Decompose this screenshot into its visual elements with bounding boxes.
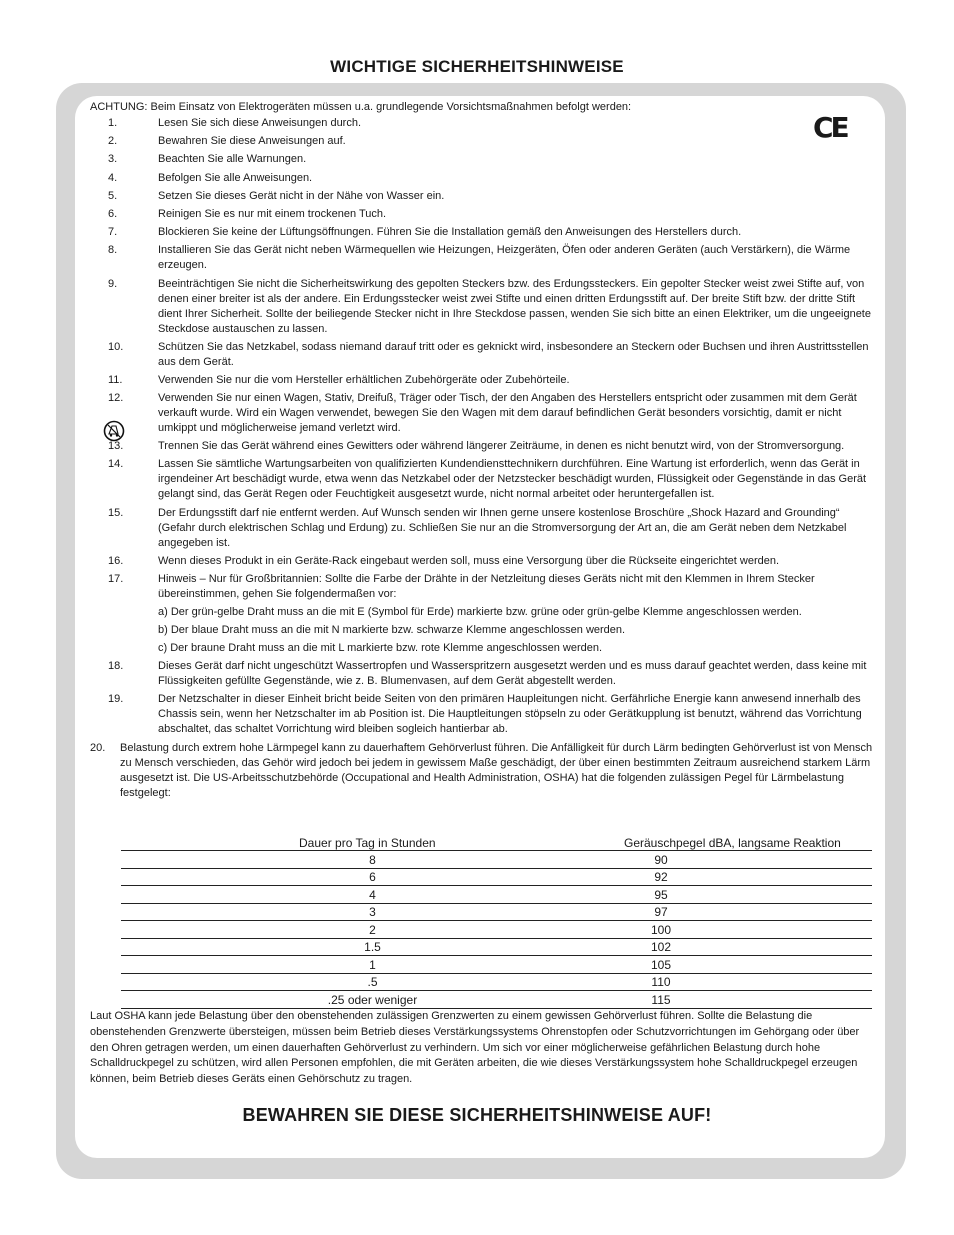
table-row bbox=[121, 991, 872, 1009]
intro-text: ACHTUNG: Beim Einsatz von Elektrogeräten müssen u.a. grundlegende Vorsichtsmaßnahmen befolgt werden: bbox=[90, 101, 632, 113]
item-number: 7. bbox=[108, 226, 118, 239]
ce-mark: CE bbox=[813, 111, 847, 144]
cell-level bbox=[624, 886, 872, 904]
item-number: 6. bbox=[108, 207, 118, 220]
list-item bbox=[90, 554, 875, 569]
list-item bbox=[90, 439, 875, 454]
item-number: 11. bbox=[108, 373, 123, 386]
table-row bbox=[121, 973, 872, 991]
item-text: Blockieren Sie keine der Lüftungsöffnungen. Führen Sie die Installation gemäß den Anweisungen des Herstellers durch. bbox=[158, 226, 742, 239]
duration-value: 6 bbox=[369, 870, 376, 884]
table-row bbox=[121, 921, 872, 939]
instruction-list-continued bbox=[90, 659, 875, 737]
cell-duration bbox=[121, 938, 624, 956]
cell-level bbox=[624, 938, 872, 956]
item-text: Setzen Sie dieses Gerät nicht in der Nähe von Wasser ein. bbox=[158, 189, 445, 202]
item-text: Installieren Sie das Gerät nicht neben Wärmequellen wie Heizungen, Heizgeräten, Öfen oder anderen Geräten (auch Verstärkern), die Wärme erzeugen. bbox=[158, 244, 851, 272]
item-number: 9. bbox=[108, 277, 118, 290]
duration-value: 3 bbox=[369, 905, 376, 919]
table-header-row bbox=[121, 836, 872, 851]
list-item bbox=[90, 134, 875, 149]
level-value: 97 bbox=[654, 905, 668, 919]
list-item bbox=[90, 116, 875, 131]
cell-duration bbox=[121, 886, 624, 904]
list-item-20 bbox=[90, 741, 875, 801]
level-value: 100 bbox=[650, 922, 672, 937]
item-number: 17. bbox=[108, 573, 124, 585]
level-value: 105 bbox=[650, 957, 672, 972]
item-number: 5. bbox=[108, 189, 118, 202]
list-item bbox=[90, 572, 875, 602]
sub-list-17 bbox=[90, 605, 875, 656]
duration-value: 8 bbox=[369, 852, 376, 867]
page-title: WICHTIGE SICHERHEITSHINWEISE bbox=[330, 57, 624, 76]
item-number: 8. bbox=[108, 244, 118, 257]
item-text: Beachten Sie alle Warnungen. bbox=[158, 153, 307, 166]
list-item bbox=[90, 391, 875, 436]
duration-value: 1.5 bbox=[364, 940, 381, 954]
item-number: 10. bbox=[108, 340, 124, 353]
list-item bbox=[90, 152, 875, 167]
cell-duration bbox=[121, 903, 624, 921]
level-value: 90 bbox=[654, 852, 668, 867]
list-item bbox=[90, 207, 875, 222]
instruction-list bbox=[90, 116, 875, 602]
cell-duration bbox=[121, 991, 624, 1009]
cell-level bbox=[624, 991, 872, 1009]
item-text: Trennen Sie das Gerät während eines Gewitters oder während längerer Zeiträume, in denen es nicht benutzt wird, von der Stromversorgung. bbox=[158, 440, 845, 453]
list-item bbox=[90, 171, 875, 186]
list-item bbox=[90, 692, 875, 737]
item-text: Lassen Sie sämtliche Wartungsarbeiten von qualifizierten Kundendiensttechnikern durchführen. Eine Wartung ist erforderlich, wenn das Gerät in irgendeiner Art beschädigt wurde, etwa wenn das Netzkabel oder der Netzstecker beschädigt wurden, Flüssigkeit oder Gegenstände in das Gerät gelangt sind, das Gerät Regen oder Feuchtigkeit ausgesetzt wurde, nicht normal arbeitet oder heruntergefallen ist. bbox=[158, 458, 867, 501]
item-number: 18. bbox=[108, 660, 124, 673]
sub-list-item: a) Der grün-gelbe Draht muss an die mit E (Symbol für Erde) markierte bzw. grüne oder grün-gelbe Klemme angeschlossen werden. bbox=[158, 606, 802, 619]
item-number: 13. bbox=[108, 440, 124, 453]
column-header-level: Geräuschpegel dBA, langsame Reaktion bbox=[624, 836, 872, 851]
level-value: 92 bbox=[654, 870, 668, 884]
item-number: 16. bbox=[108, 554, 124, 567]
list-item bbox=[90, 189, 875, 204]
list-item bbox=[90, 277, 875, 337]
cell-level bbox=[624, 973, 872, 991]
item-text: Verwenden Sie nur die vom Hersteller erhältlichen Zubehörgeräte oder Zubehörteile. bbox=[158, 373, 570, 386]
cell-duration bbox=[121, 851, 624, 869]
item-number: 19. bbox=[108, 693, 124, 706]
level-value: 102 bbox=[650, 940, 672, 954]
table-row bbox=[121, 903, 872, 921]
cell-duration bbox=[121, 868, 624, 886]
item-text: Schützen Sie das Netzkabel, sodass niemand darauf tritt oder es geknickt wird, insbesondere an Steckern oder Buchsen und ihren Austrittsstellen aus dem Gerät. bbox=[158, 340, 869, 368]
item-text: Beeinträchtigen Sie nicht die Sicherheitswirkung des gepolten Steckers bzw. des Erdungssteckers. Ein gepolter Stecker weist zwei Stifte auf, von denen einer breiter ist als der andere. Ein Erdungsstecker weist zwei Stifte und einen dritten Erdungsstift auf. Der breite Stift bzw. der dritte Stift dient Ihrer Sicherheit. Sollte der beiliegende Stecker nicht in Ihre Steckdose passen, wenden Sie sich bitte an einen Elektriker, um die ungeeignete Steckdose austauschen zu lassen. bbox=[158, 277, 871, 335]
cell-level bbox=[624, 868, 872, 886]
list-item bbox=[90, 373, 875, 388]
table-row bbox=[121, 886, 872, 904]
table-row bbox=[121, 956, 872, 974]
list-item bbox=[90, 457, 875, 502]
cell-level bbox=[624, 956, 872, 974]
cell-duration bbox=[121, 973, 624, 991]
item-number: 15. bbox=[108, 506, 124, 519]
list-item bbox=[90, 506, 875, 551]
duration-value: 1 bbox=[369, 957, 376, 972]
item-number: 2. bbox=[108, 135, 118, 148]
item-text: Bewahren Sie diese Anweisungen auf. bbox=[158, 135, 346, 148]
cell-level bbox=[624, 921, 872, 939]
duration-value: 4 bbox=[369, 887, 376, 902]
table-row bbox=[121, 938, 872, 956]
item-text: Hinweis – Nur für Großbritannien: Sollte die Farbe der Drähte in der Netzleitung dieses Geräts nicht mit den Klemmen in Ihrem Stecker übereinstimmen, gehen Sie folgendermaßen vor: bbox=[158, 573, 815, 600]
list-item bbox=[90, 659, 875, 689]
item-text: Der Erdungsstift darf nie entfernt werden. Auf Wunsch senden wir Ihnen gerne unsere kostenlose Broschüre „Shock Hazard and Grounding“ (Gefahr durch elektrischen Schlag und Erdung) zu. Schließen Sie nur an die Stromversorgung der Art an, die am Gerät neben dem Netzkabel angegeben ist. bbox=[158, 506, 847, 549]
level-value: 115 bbox=[651, 992, 671, 1007]
item-number: 14. bbox=[108, 458, 124, 471]
item-text: Befolgen Sie alle Anweisungen. bbox=[158, 171, 313, 184]
sub-list-item: b) Der blaue Draht muss an die mit N markierte bzw. schwarze Klemme angeschlossen werden. bbox=[158, 624, 626, 637]
item-number: 4. bbox=[108, 171, 118, 184]
duration-value: .5 bbox=[367, 975, 378, 989]
footer-title: BEWAHREN SIE DIESE SICHERHEITSHINWEISE AUF! bbox=[242, 1105, 712, 1125]
item-text: Wenn dieses Produkt in ein Geräte-Rack eingebaut werden soll, muss eine Versorgung über die Rückseite eingerichtet werden. bbox=[158, 554, 780, 567]
item-number: 12. bbox=[108, 392, 124, 405]
table-row bbox=[121, 851, 872, 869]
list-item bbox=[90, 225, 875, 240]
item-number: 20. bbox=[90, 741, 106, 754]
column-header-duration: Dauer pro Tag in Stunden bbox=[121, 836, 624, 851]
item-text: Lesen Sie sich diese Anweisungen durch. bbox=[158, 117, 362, 129]
level-value: 95 bbox=[654, 887, 668, 902]
item-text: Verwenden Sie nur einen Wagen, Stativ, Dreifuß, Träger oder Tisch, der den Angaben des Herstellers entspricht oder zusammen mit dem Gerät verkauft wurde. Wird ein Wagen verwendet, bewegen Sie den Wagen mit dem darauf befindlichen Gerät besonders vorsichtig, damit er nicht umkippt und möglicherweise jemand verletzt wird. bbox=[158, 392, 857, 435]
cell-level bbox=[624, 903, 872, 921]
item-text: Belastung durch extrem hohe Lärmpegel kann zu dauerhaftem Gehörverlust führen. Die Anfälligkeit für durch Lärm bedingten Gehörverlust ist von Mensch zu Mensch verschieden, das Gehör wird jedoch bei jedem in gewissem Maße geschädigt, der über einen bestimmten Zeitraum ausreichend starkem Lärm ausgesetzt ist. Die US-Arbeitsschutzbehörde (Occupational and Health Administration, OSHA) hat die folgenden zulässigen Pegel für Lärmbelastung festgelegt: bbox=[120, 741, 873, 799]
cell-duration bbox=[121, 956, 624, 974]
table-body bbox=[121, 851, 872, 1009]
level-value: 110 bbox=[651, 975, 671, 989]
instructions bbox=[90, 100, 875, 801]
duration-value: 2 bbox=[369, 922, 376, 937]
item-text: Der Netzschalter in dieser Einheit bricht beide Seiten von den primären Haupleitungen nicht. Gerfährliche Energie kann anwesend innerhalb des Chassis sein, wenn her Netzschalter im ab Position ist. Die Hauptleitungen stöpseln zu oder Gerätkupplung ist benutzt, während das Vorrichtung abschaltet, das schaltet Vorrichtung wird bleiben sogleich hantierbar ab. bbox=[158, 693, 862, 736]
table-row bbox=[121, 868, 872, 886]
closing-paragraph: Laut OSHA kann jede Belastung über den obenstehenden zulässigen Grenzwerten zu einem gewissen Gehörverlust führen. Sollte die Belastung die obenstehenden Grenzwerte übersteigen, müssen beim Betrieb dieses Verstärkungssystems Ohrenstopfen oder Schutzvorrichtungen im Gehörgang oder über den Ohren getragen werden, um einen dauerhaften Gehörverlust zu verhindern. Um sich vor einer möglicherweise gefährlichen Belastung durch hohe Schalldruckpegel zu schützen, wird allen Personen empfohlen, die mit Geräten arbeiten, die wie dieses Verstärkungssystem hohe Schalldruckpegel erzeugen können, beim Betrieb dieses Geräts einen Gehörschutz zu tragen. bbox=[90, 1010, 860, 1086]
sub-list-item: c) Der braune Draht muss an die mit L markierte bzw. rote Klemme angeschlossen werden. bbox=[158, 642, 603, 655]
noise-exposure-table bbox=[121, 836, 872, 1009]
duration-value: .25 oder weniger bbox=[327, 992, 418, 1007]
cell-duration bbox=[121, 921, 624, 939]
item-number: 3. bbox=[108, 153, 118, 166]
cell-level bbox=[624, 851, 872, 869]
list-item bbox=[90, 243, 875, 273]
item-text: Dieses Gerät darf nicht ungeschützt Wassertropfen und Wasserspritzern ausgesetzt werden und es muss darauf geachtet werden, dass keine mit Flüssigkeiten gefüllte Gegenstände, wie z. B. Blumenvasen, auf dem Gerät abgestellt werden. bbox=[158, 660, 867, 688]
list-item bbox=[90, 340, 875, 370]
item-text: Reinigen Sie es nur mit einem trockenen Tuch. bbox=[158, 207, 387, 220]
item-number: 1. bbox=[108, 117, 118, 129]
